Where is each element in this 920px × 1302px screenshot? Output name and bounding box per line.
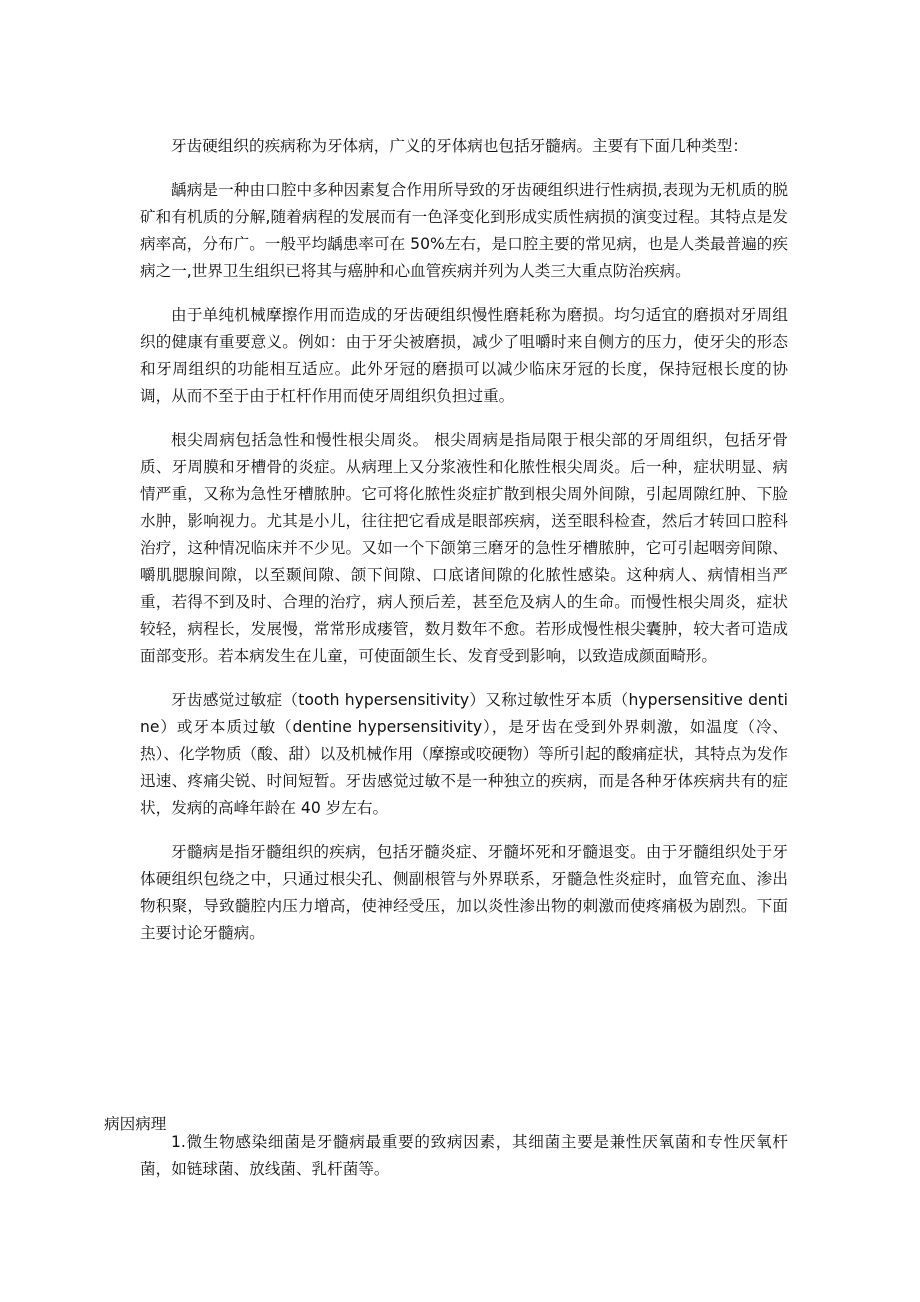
paragraph-periapical: 根尖周病包括急性和慢性根尖周炎。 根尖周病是指局限于根尖部的牙周组织，包括牙骨质、牙周膜和牙槽骨的炎症。从病理上又分浆液性和化脓性根尖周炎。后一种，症状明显、病情严重，又称为急性牙槽脓肿。它可将化脓性炎症扩散到根尖周外间隙，引起周隙红肿、下脸水肿，影响视力。尤其是小儿，往往把它看成是眼部疾病，送至眼科检查，然后才转回口腔科治疗，这种情况临床并不少见。又如一个下颌第三磨牙的急性牙槽脓肿，它可引起咽旁间隙、嚼肌腮腺间隙，以至颞间隙、颌下间隙、口底诸间隙的化脓性感染。这种病人、病情相当严重，若得不到及时、合理的治疗，病人预后差，甚至危及病人的生命。而慢性根尖周炎，症状较轻，病程长，发展慢，常常形成瘘管，数月数年不愈。若形成慢性根尖囊肿，较大者可造成面部变形。若本病发生在儿童，可使面颌生长、发育受到影响，以致造成颜面畸形。: [140, 431, 788, 665]
paragraph-caries: 龋病是一种由口腔中多种因素复合作用所导致的牙齿硬组织进行性病损,表现为无机质的脱矿和有机质的分解,随着病程的发展而有一色泽变化到形成实质性病损的演变过程。其特点是发病率高，分布广。一般平均龋患率可在 50%左右，是口腔主要的常见病，也是人类最普遍的疾病之一,世界卫生组织已将其与癌肿和心血管疾病并列为人类三大重点防治疾病。: [140, 181, 788, 280]
paragraph-pulp-disease: 牙髓病是指牙髓组织的疾病，包括牙髓炎症、牙髓坏死和牙髓退变。由于牙髓组织处于牙体硬组织包绕之中，只通过根尖孔、侧副根管与外界联系，牙髓急性炎症时，血管充血、渗出物积聚，导致髓腔内压力增高，使神经受压，加以炎性渗出物的刺激而使疼痛极为剧烈。下面主要讨论牙髓病。: [140, 843, 788, 942]
section-list: [140, 1129, 788, 1183]
paragraph-intro: 牙齿硬组织的疾病称为牙体病，广义的牙体病也包括牙髓病。主要有下面几种类型：: [171, 137, 748, 155]
section-heading: 病因病理: [104, 1115, 167, 1133]
list-item: 1.微生物感染细菌是牙髓病最重要的致病因素，其细菌主要是兼性厌氧菌和专性厌氧杆菌，如链球菌、放线菌、乳杆菌等。: [140, 1133, 788, 1178]
paragraph-abrasion: 由于单纯机械摩擦作用而造成的牙齿硬组织慢性磨耗称为磨损。均匀适宜的磨损对牙周组织的健康有重要意义。例如：由于牙尖被磨损，减少了咀嚼时来自侧方的压力，使牙尖的形态和牙周组织的功能相互适应。此外牙冠的磨损可以减少临床牙冠的长度，保持冠根长度的协调，从而不至于由于杠杆作用而使牙周组织负担过重。: [140, 306, 788, 405]
document-body: [140, 133, 788, 964]
paragraph-hypersensitivity: 牙齿感觉过敏症（tooth hypersensitivity）又称过敏性牙本质（hypersensitive dentine）或牙本质过敏（dentine hypersensitivity），是牙齿在受到外界刺激，如温度（冷、热）、化学物质（酸、甜）以及机械作用（摩擦或咬硬物）等所引起的酸痛症状，其特点为发作迅速、疼痛尖锐、时间短暂。牙齿感觉过敏不是一种独立的疾病，而是各种牙体疾病共有的症状，发病的高峰年龄在 40 岁左右。: [140, 691, 788, 817]
